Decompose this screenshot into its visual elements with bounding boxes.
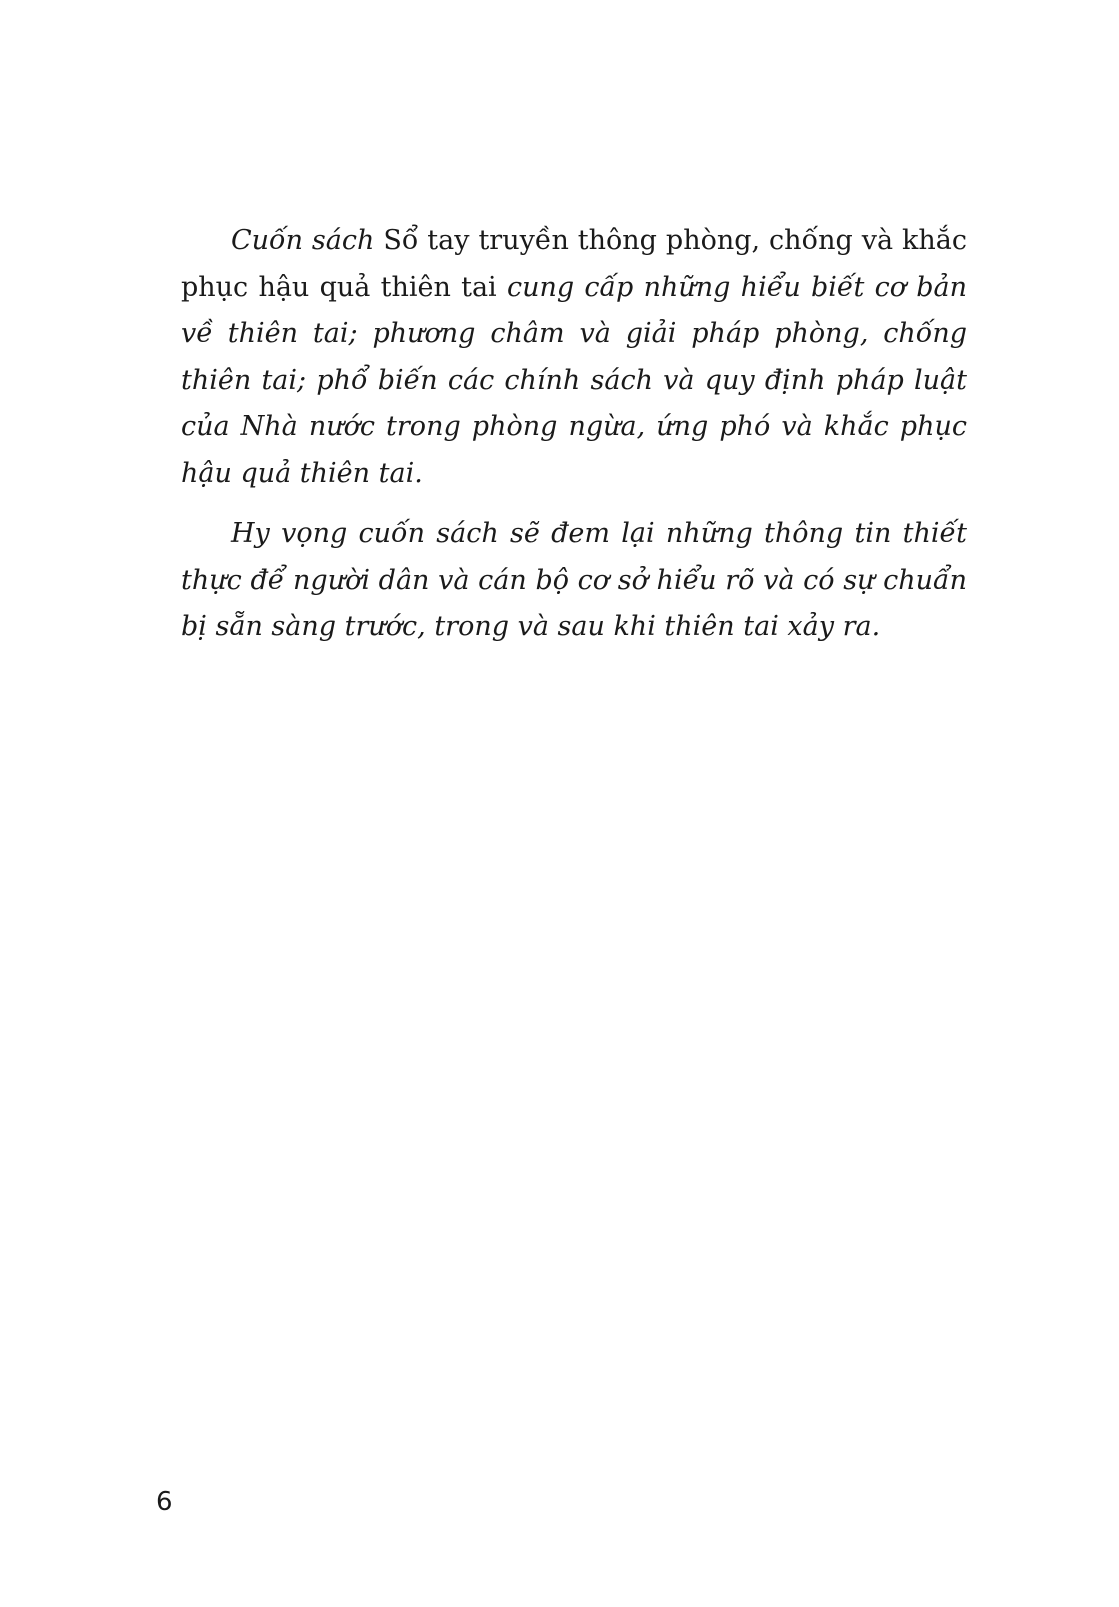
paragraph-hope bbox=[181, 511, 967, 651]
page-number: 6 bbox=[156, 1487, 173, 1517]
book-title: Sổ tay truyền thông phòng, chống và khắc phục hậu quả thiên tai bbox=[181, 225, 967, 303]
body-text bbox=[181, 218, 967, 665]
intro-description: cung cấp những hiểu biết cơ bản về thiên tai; phương châm và giải pháp phòng, chống thiên tai; phổ biến các chính sách và quy định pháp luật của Nhà nước trong phòng ngừa, ứng phó và khắc phục hậu quả thiên tai. bbox=[181, 271, 968, 489]
hope-text: Hy vọng cuốn sách sẽ đem lại những thông tin thiết thực để người dân và cán bộ cơ sở hiểu rõ và có sự chuẩn bị sẵn sàng trước, trong và sau khi thiên tai xảy ra. bbox=[181, 518, 967, 642]
paragraph-intro bbox=[181, 218, 967, 497]
intro-lead: Cuốn sách bbox=[231, 225, 384, 256]
